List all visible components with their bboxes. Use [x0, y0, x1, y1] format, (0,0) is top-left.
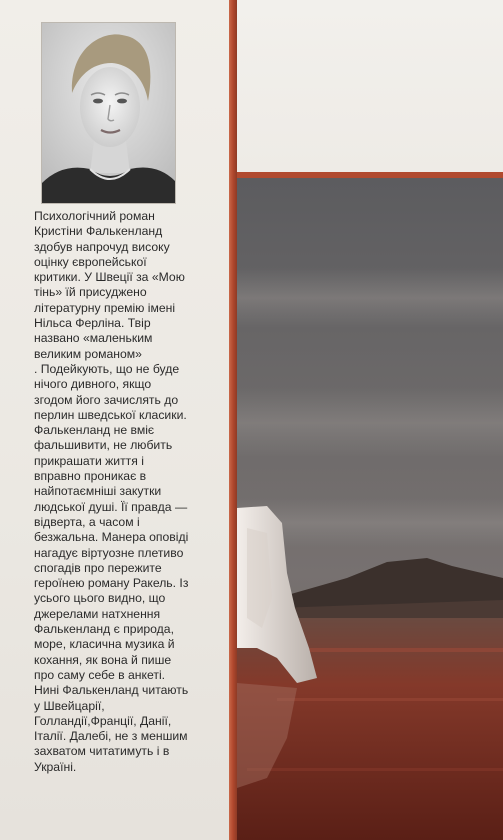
book-description: Психологічний роман Кристіни Фалькенланд здобув напрочуд високу оцінку європейської критики. У Швеції за «Мою тінь» їй присуджено літературну премію імені Нільса Ферліна. Твір названо «маленьким великим романом» . Подейкують, що не буде нічого дивного, якщо згодом його зачислять до перлин шведської класики. Фалькенланд не вміє фальшивити, не любить прикрашати життя і вправно проникає в найпотаємніші закутки людської душі. Її правда — відверта, а часом і безжальна. Манера оповіді нагадує віртуозне плетиво спогадів про пережите героїнею роману Ракель. Із усього цього видно, що джерелами натхнення Фалькенланд є природа, море, класична музика й кохання, як вона й пише про саму себе в анкеті. Нині Фалькенланд читають у Швейцарії, Голландії,Франції, Данії, Італії. Далебі, не з меншим захватом читатимуть і в Україні. [34, 209, 189, 774]
iceberg-seascape-photo-icon [237, 178, 503, 840]
cover-photo [237, 178, 503, 840]
spine-stripe [229, 0, 237, 840]
back-cover-panel [0, 0, 229, 840]
cover-top-blank [237, 0, 503, 172]
author-portrait [41, 22, 176, 204]
portrait-photo-icon [42, 23, 175, 203]
